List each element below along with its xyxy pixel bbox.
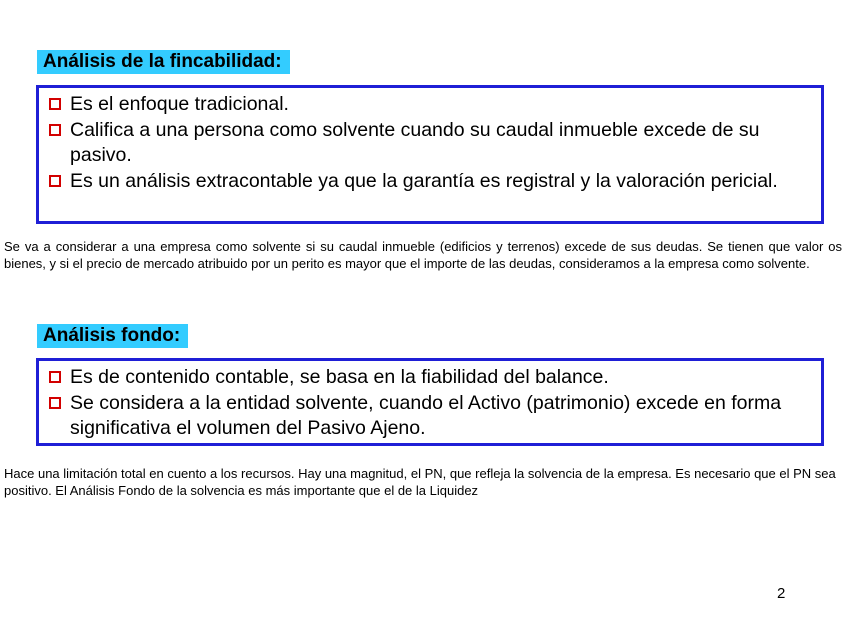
checkbox-bullet-icon — [49, 397, 61, 409]
bullet-item — [45, 391, 815, 442]
checkbox-bullet-icon — [49, 124, 61, 136]
checkbox-bullet-icon — [49, 98, 61, 110]
bullet-item — [45, 169, 815, 195]
paragraph-fondo: Hace una limitación total en cuento a los recursos. Hay una magnitud, el PN, que refleja la solvencia de la empresa. Es necesario que el PN sea positivo. El Análisis Fondo de la solvencia es más importante que el de la Liquidez — [4, 466, 836, 498]
checkbox-bullet-icon — [49, 175, 61, 187]
bullet-item — [45, 92, 815, 118]
page-number: 2 — [777, 585, 786, 602]
bullet-text: Es el enfoque tradicional. — [70, 93, 289, 115]
bullet-text: Califica a una persona como solvente cuando su caudal inmueble excede de su pasivo. — [70, 118, 760, 166]
checkbox-bullet-icon — [49, 371, 61, 383]
bullet-box-fondo — [36, 358, 824, 446]
bullet-text: Es de contenido contable, se basa en la fiabilidad del balance. — [70, 366, 609, 388]
section-heading-fondo: Análisis fondo: — [37, 324, 188, 348]
bullet-item — [45, 118, 815, 169]
bullet-text: Es un análisis extracontable ya que la garantía es registral y la valoración pericial. — [70, 169, 778, 192]
bullet-text: Se considera a la entidad solvente, cuando el Activo (patrimonio) excede en forma significativa el volumen del Pasivo Ajeno. — [70, 391, 782, 439]
bullet-box-fincabilidad — [36, 85, 824, 224]
paragraph-fincabilidad: Se va a considerar a una empresa como solvente si su caudal inmueble (edificios y terrenos) excede de sus deudas. Se tienen que valor os bienes, y si el precio de mercado atribuido por un perito es mayor que el importe de las deudas, consideramos a la empresa como solvente. — [4, 239, 842, 271]
section-heading-fincabilidad: Análisis de la fincabilidad: — [37, 50, 290, 74]
bullet-item — [45, 365, 815, 391]
